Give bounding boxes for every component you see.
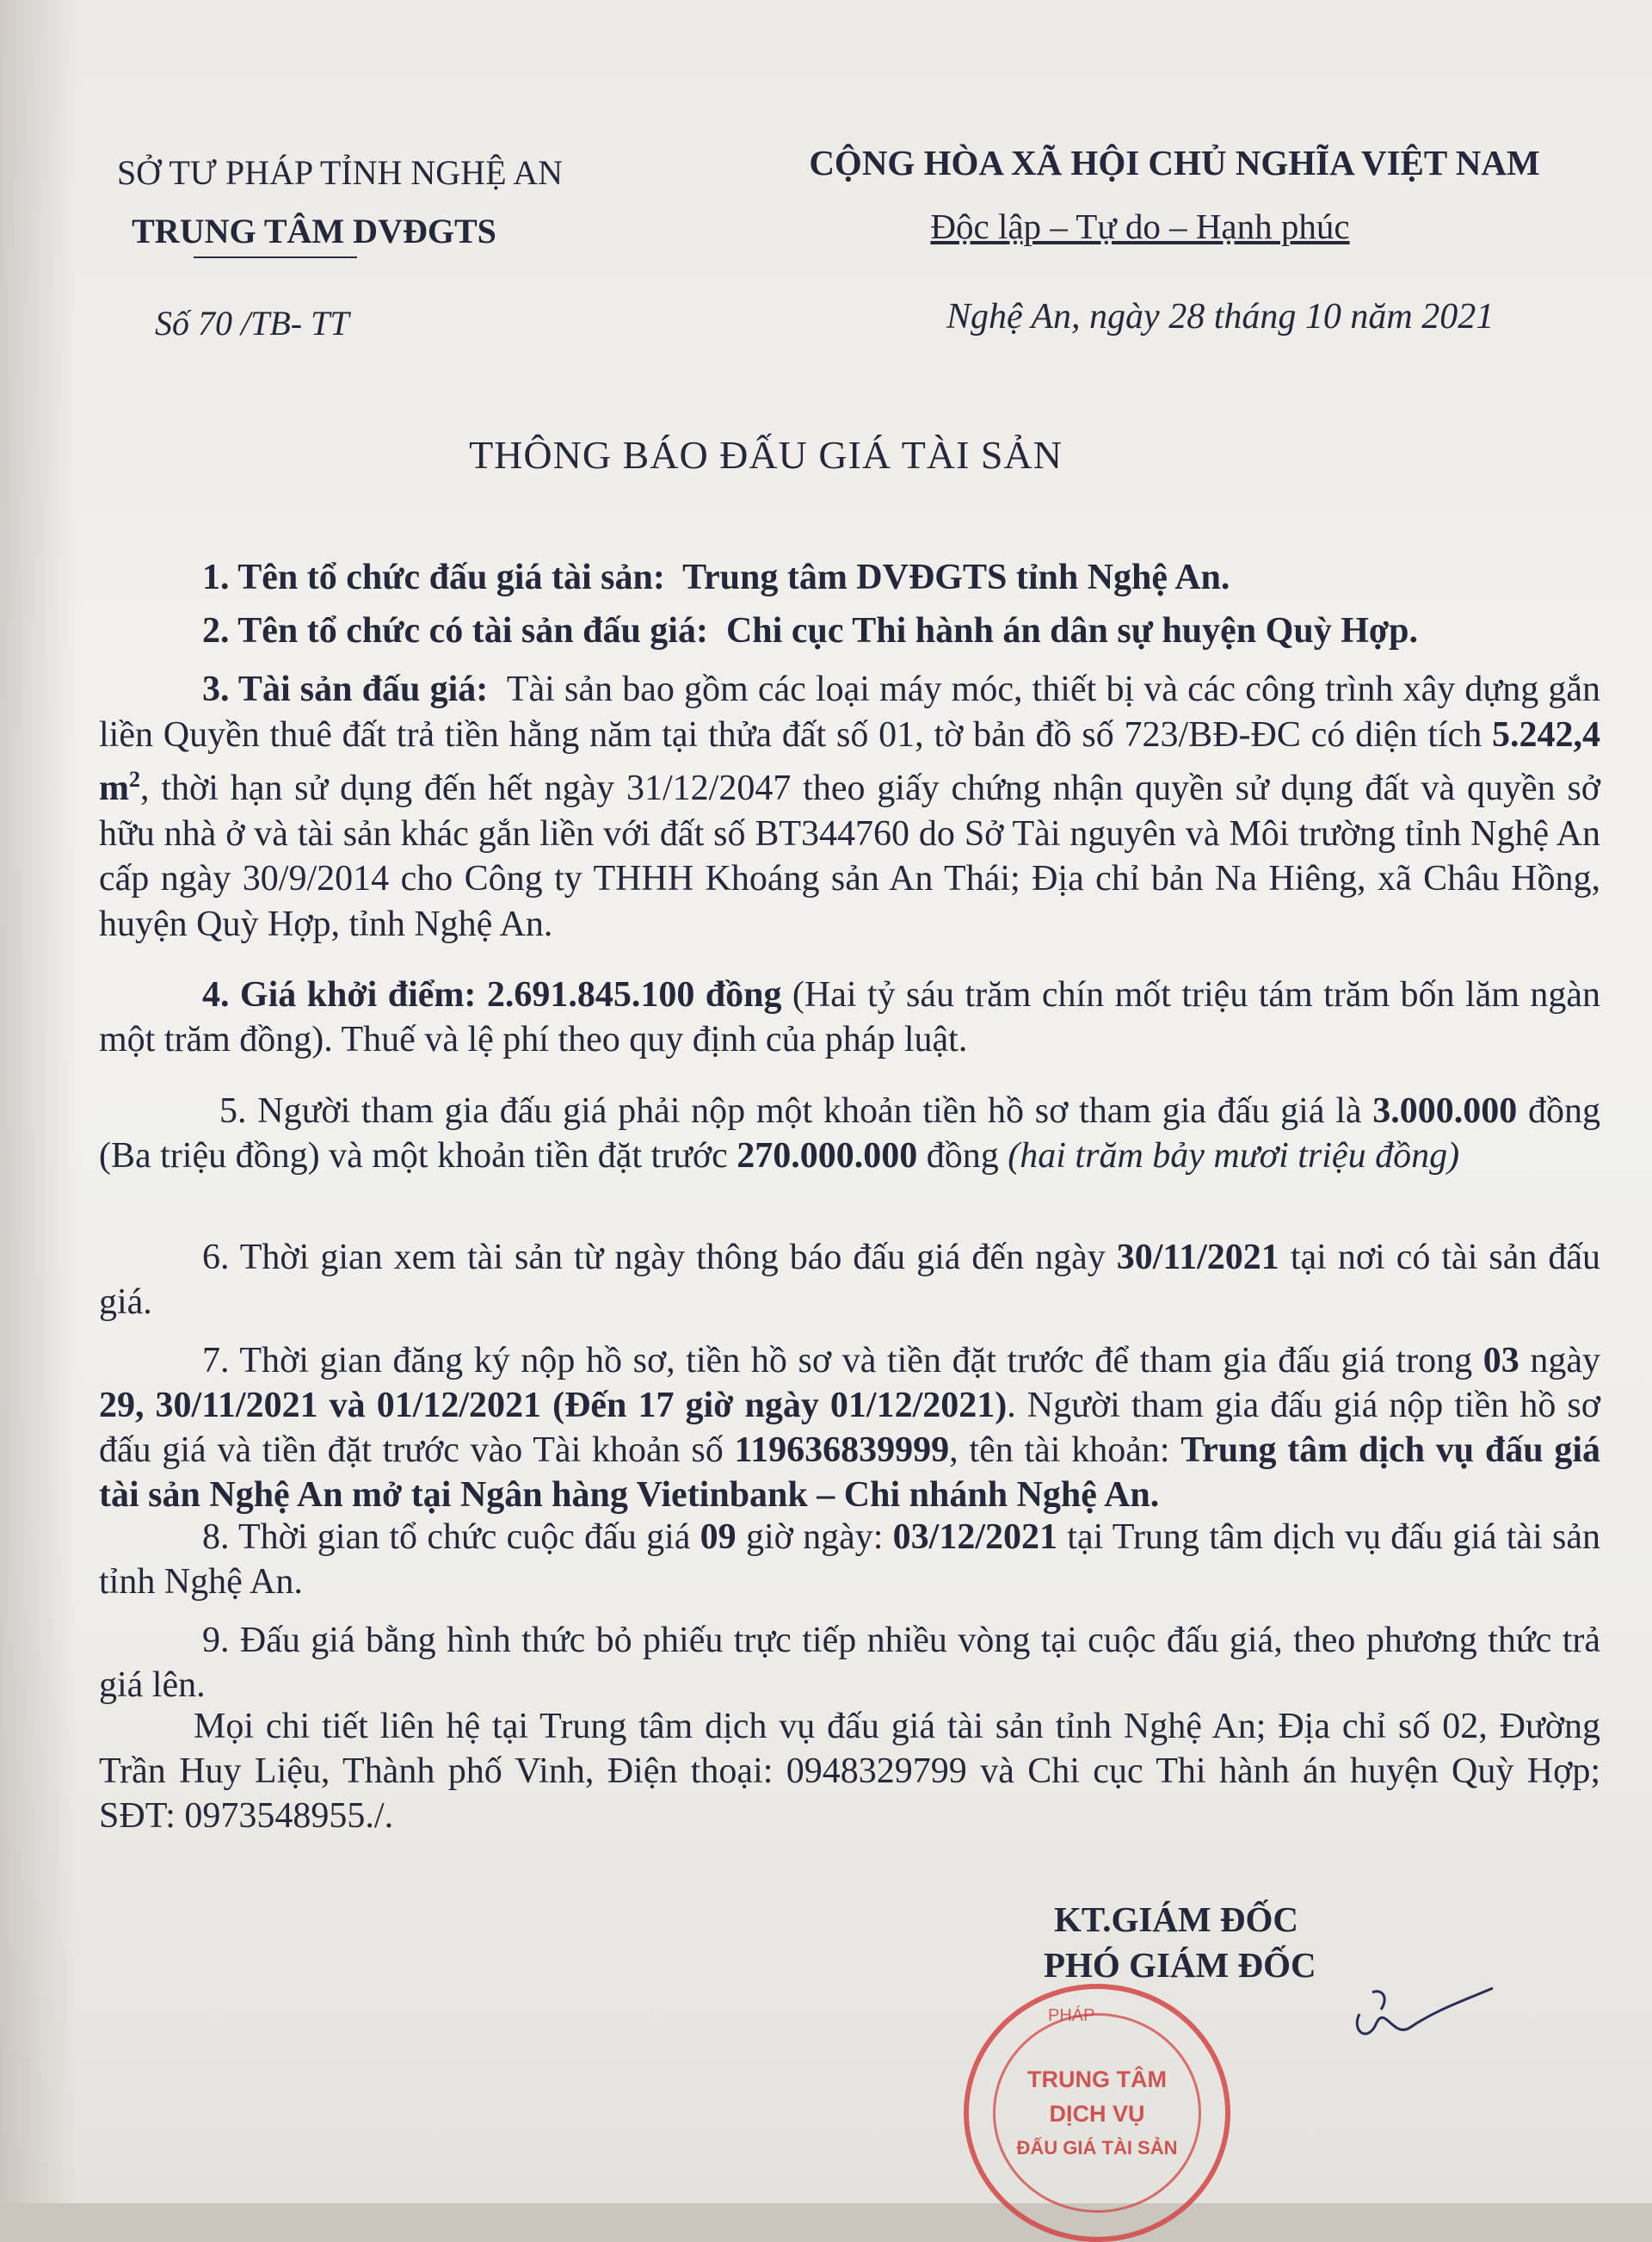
signature-title: KT.GIÁM ĐỐC: [1054, 1899, 1298, 1939]
item-6: 6. Thời gian xem tài sản từ ngày thông báo đấu giá đến ngày 30/11/2021 tại nơi có tài sản đấu giá.: [99, 1238, 1601, 1322]
unit-name: TRUNG TÂM DVĐGTS: [132, 212, 496, 250]
seal-arc-text: PHÁP: [1048, 2006, 1095, 2025]
item-3: 3. Tài sản đấu giá: Tài sản bao gồm các loại máy móc, thiết bị và các công trình xây dựng gắn liền Quyền thuê đất trả tiền hằng năm tại thửa đất số 01, tờ bản đồ số 723/BĐ-ĐC có diện tích 5.242,4 $m^2$, thời hạn sử dụng đến hết ngày 31/12/2047 theo giấy chứng nhận quyền sử dụng đất và quyền sở hữu nhà ở và tài sản khác gắn liền với đất số BT344760 do Sở Tài nguyên và Môi trường tỉnh Nghệ An cấp ngày 30/9/2014 cho Công ty THHH Khoáng sản An Thái; Địa chỉ bản Na Hiêng, xã Châu Hồng, huyện Quỳ Hợp, tỉnh Nghệ An.: [99, 670, 1601, 944]
handwritten-signature: [1342, 1962, 1497, 2057]
seal-line-2: DỊCH VỤ: [1049, 2101, 1145, 2127]
item-5: 5. Người tham gia đấu giá phải nộp một khoản tiền hồ sơ tham gia đấu giá là 3.000.000 đồng (Ba triệu đồng) và một khoản tiền đặt trước 270.000.000 đồng (hai trăm bảy mươi triệu đồng): [99, 1091, 1601, 1176]
place-date: Nghệ An, ngày 28 tháng 10 năm 2021: [946, 297, 1495, 337]
signature-subtitle: PHÓ GIÁM ĐỐC: [1044, 1945, 1316, 1985]
item-4: 4. Giá khởi điểm: 2.691.845.100 đồng (Hai tỷ sáu trăm chín mốt triệu tám trăm bốn lăm ngàn một trăm đồng). Thuế và lệ phí theo quy định của pháp luật.: [99, 975, 1601, 1059]
motto: Độc lập – Tự do – Hạnh phúc: [930, 207, 1350, 246]
contact-paragraph: Mọi chi tiết liên hệ tại Trung tâm dịch vụ đấu giá tài sản tỉnh Nghệ An; Địa chỉ số 02, Đường Trần Huy Liệu, Thành phố Vinh, Điện thoại: 0948329799 và Chi cục Thi hành án huyện Quỳ Hợp; SĐT: 0973548955./.: [99, 1707, 1600, 1836]
unit-underline: [194, 256, 357, 258]
page-title: THÔNG BÁO ĐẤU GIÁ TÀI SẢN: [469, 433, 1063, 477]
country-name: CỘNG HÒA XÃ HỘI CHỦ NGHĨA VIỆT NAM: [809, 143, 1540, 182]
agency-name: SỞ TƯ PHÁP TỈNH NGHỆ AN: [116, 153, 564, 192]
item-1: 1. Tên tổ chức đấu giá tài sản: Trung tâm DVĐGTS tỉnh Nghệ An.: [202, 558, 1230, 597]
document-number: Số 70 /TB- TT: [155, 304, 349, 343]
item-8: 8. Thời gian tổ chức cuộc đấu giá 09 giờ ngày: 03/12/2021 tại Trung tâm dịch vụ đấu giá tài sản tỉnh Nghệ An.: [99, 1517, 1600, 1602]
official-seal: [964, 1984, 1230, 2242]
item-7: 7. Thời gian đăng ký nộp hồ sơ, tiền hồ sơ và tiền đặt trước để tham gia đấu giá trong 03 ngày 29, 30/11/2021 và 01/12/2021 (Đến 17 giờ ngày 01/12/2021). Người tham gia đấu giá nộp tiền hồ sơ đấu giá và tiền đặt trước vào Tài khoản số 119636839999, tên tài khoản: Trung tâm dịch vụ đấu giá tài sản Nghệ An mở tại Ngân hàng Vietinbank – Chi nhánh Nghệ An.: [99, 1341, 1601, 1515]
seal-line-3: ĐẤU GIÁ TÀI SẢN: [1016, 2137, 1178, 2159]
item-2: 2. Tên tổ chức có tài sản đấu giá: Chi cục Thi hành án dân sự huyện Quỳ Hợp.: [202, 611, 1418, 651]
seal-line-1: TRUNG TÂM: [1027, 2066, 1167, 2092]
item-9: 9. Đấu giá bằng hình thức bỏ phiếu trực tiếp nhiều vòng tại cuộc đấu giá, theo phương thức trả giá lên.: [99, 1621, 1600, 1705]
